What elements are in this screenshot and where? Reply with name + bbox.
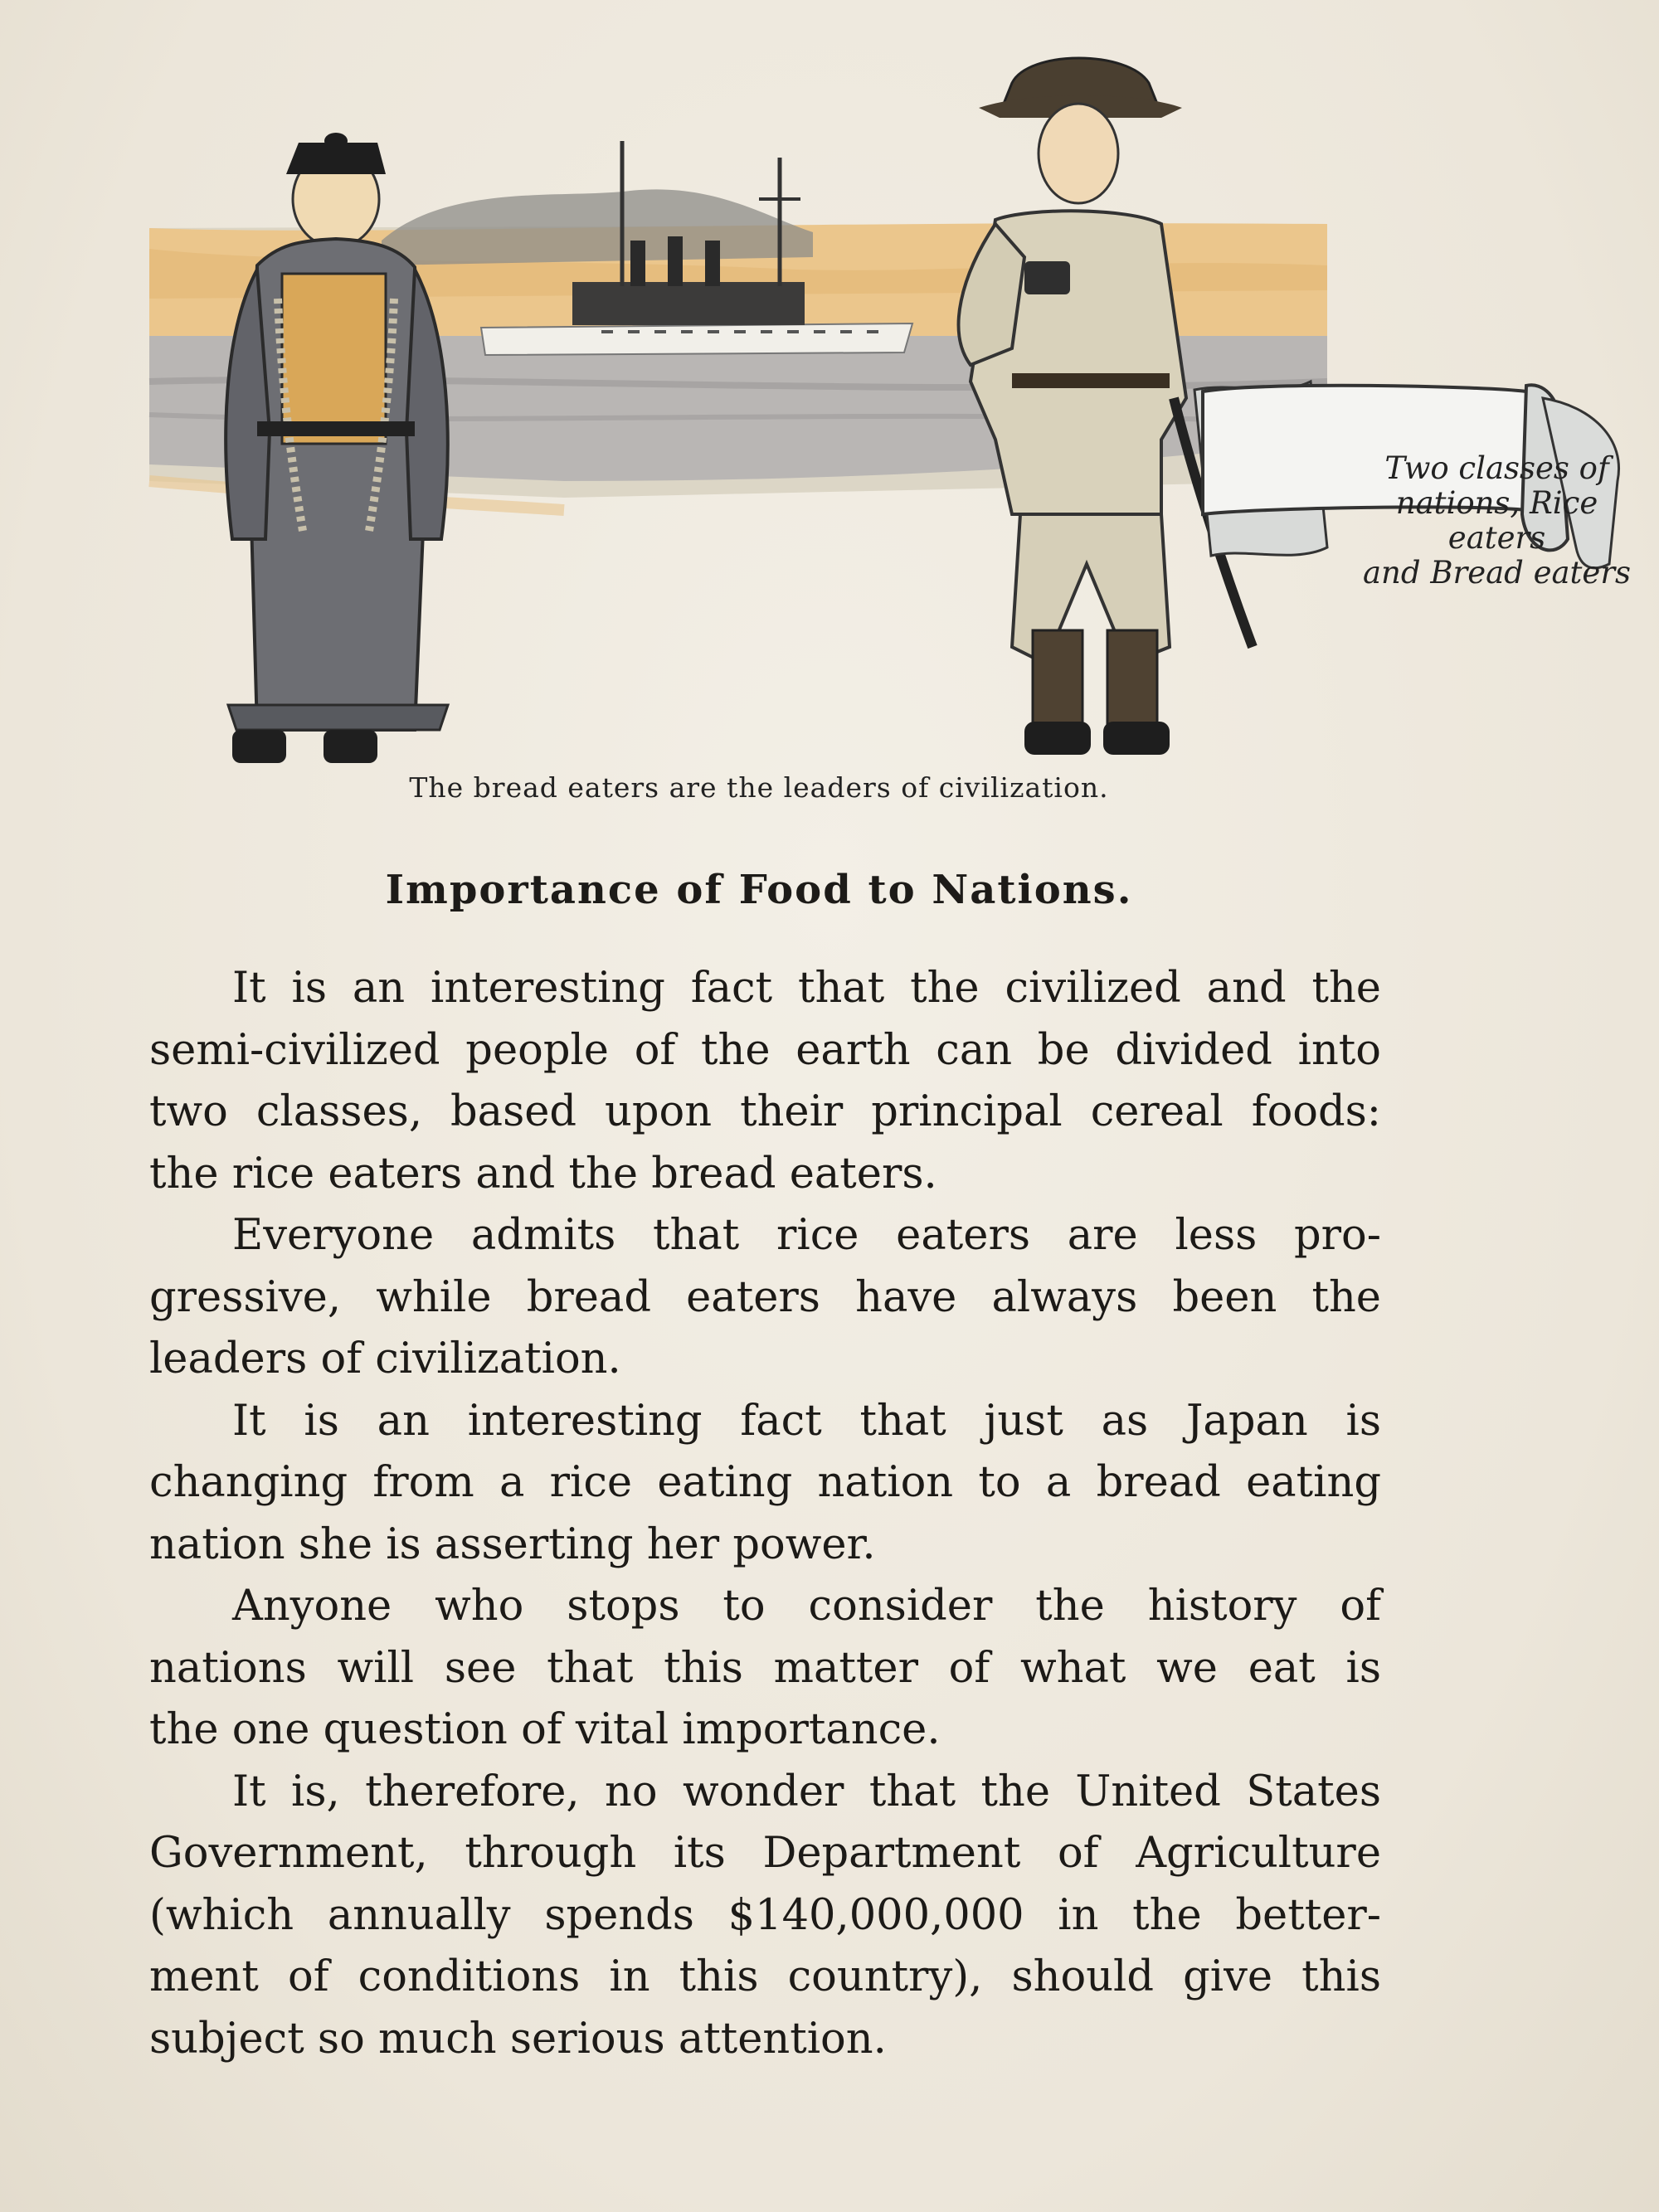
text-line: nation she is asserting her power. (149, 1519, 876, 1569)
text-line: the rice eaters and the bread eaters. (149, 1149, 937, 1198)
illustration-artwork (133, 50, 1626, 763)
text-line: changing from a rice eating nation to a bread eating (149, 1458, 1381, 1507)
text-line: nations will see that this matter of what we eat is (149, 1643, 1381, 1693)
text-line: (which annually spends $140,000,000 in the better- (149, 1890, 1381, 1940)
text-line: semi-civilized people of the earth can be divided into (149, 1025, 1381, 1075)
illustration-caption: The bread eaters are the leaders of civilization. (409, 771, 1109, 804)
banner-text (1345, 451, 1648, 591)
body-text (149, 958, 1381, 2070)
text-line: It is, therefore, no wonder that the United States (232, 1767, 1381, 1816)
text-line: It is an interesting fact that just as Japan is (232, 1396, 1381, 1446)
paragraph (149, 1205, 1381, 1391)
banner-line: and Bread eaters (1362, 555, 1631, 591)
text-line: leaders of civilization. (149, 1334, 621, 1383)
text-line: It is an interesting fact that the civilized and the (232, 964, 1381, 1013)
text-line: Government, through its Department of Agriculture (149, 1829, 1381, 1878)
text-line: gressive, while bread eaters have always been the (149, 1272, 1381, 1322)
text-line: Everyone admits that rice eaters are less pro- (232, 1211, 1381, 1260)
banner-line: nations, Rice eaters (1395, 485, 1598, 556)
paragraph (149, 1391, 1381, 1577)
paragraph (149, 1576, 1381, 1762)
text-line: two classes, based upon their principal cereal foods: (149, 1087, 1381, 1136)
text-line: Anyone who stops to consider the history of (232, 1582, 1381, 1631)
paragraph (149, 958, 1381, 1205)
illustration-rice-and-bread-eaters (133, 50, 1631, 763)
banner-line: Two classes of (1384, 450, 1609, 486)
text-line: subject so much serious attention. (149, 2014, 887, 2064)
paragraph (149, 1762, 1381, 2071)
section-heading: Importance of Food to Nations. (385, 867, 1133, 913)
text-line: the one question of vital importance. (149, 1705, 941, 1754)
text-line: ment of conditions in this country), should give this (149, 1952, 1381, 2001)
